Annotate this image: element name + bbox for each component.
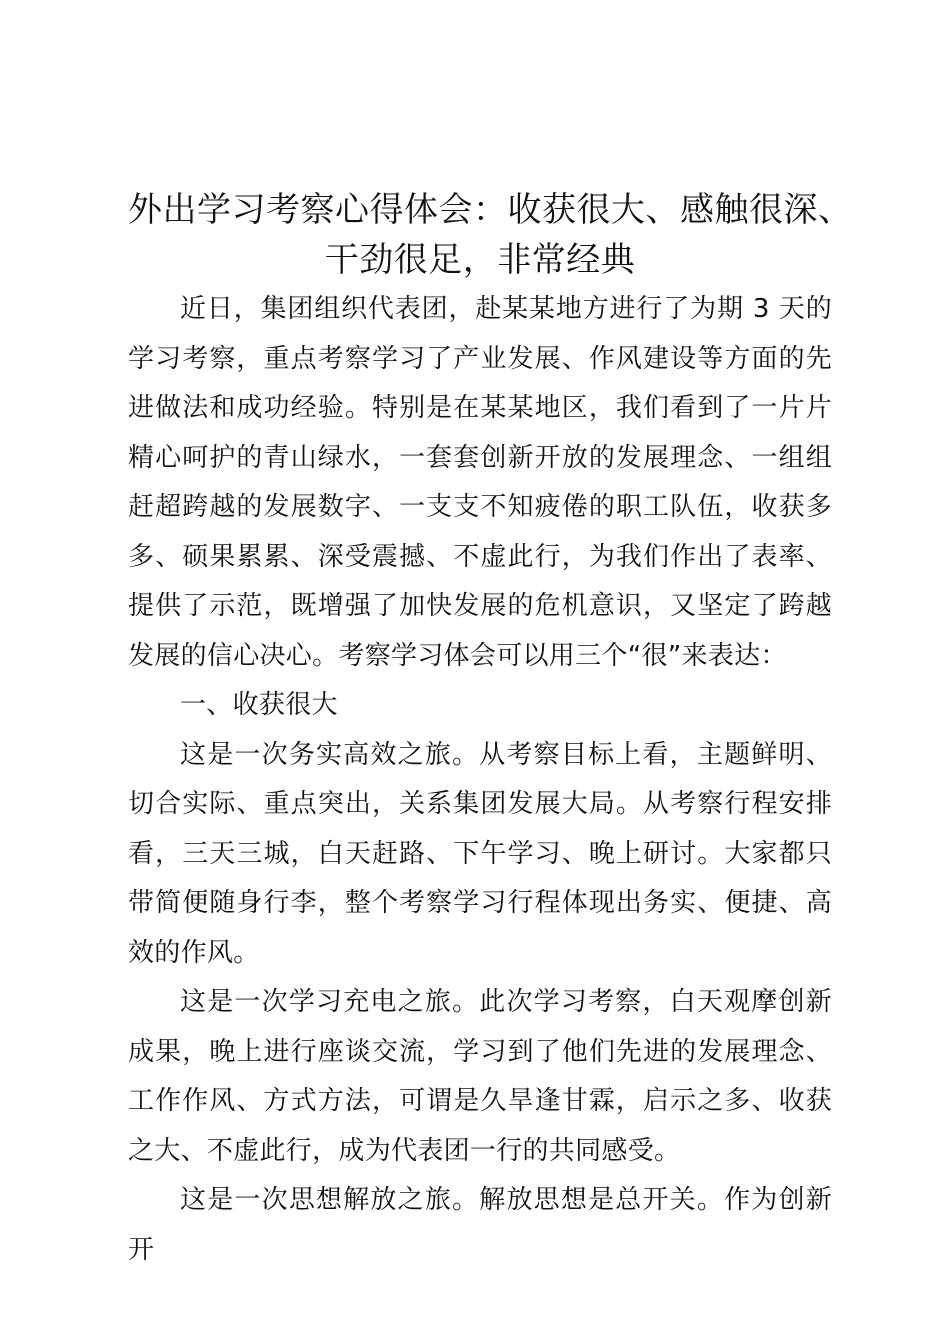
body-paragraph-1: 这是一次务实高效之旅。从考察目标上看，主题鲜明、切合实际、重点突出，关系集团发展大局。从考察行程安排看，三天三城，白天赶路、下午学习、晚上研讨。大家都只带简便随身行李，整个考察学习行程体现出务实、便捷、高效的作风。 [128, 739, 832, 968]
document-title [128, 185, 853, 285]
title-line-1: 外出学习考察心得体会：收获很大、感触很深、 [128, 190, 853, 230]
body-paragraph-3: 这是一次思想解放之旅。解放思想是总开关。作为创新开 [128, 1185, 832, 1265]
title-line-2: 干劲很足，非常经典 [324, 240, 636, 280]
body-paragraph-2: 这是一次学习充电之旅。此次学习考察，白天观摩创新成果，晚上进行座谈交流，学习到了他们先进的发展理念、工作作风、方式方法，可谓是久旱逢甘霖，启示之多、收获之大、不虚此行，成为代表团一行的共同感受。 [128, 987, 832, 1166]
section-heading-1: 一、收获很大 [180, 690, 338, 720]
intro-paragraph: 近日，集团组织代表团，赴某某地方进行了为期 3 天的学习考察，重点考察学习了产业发展、作风建设等方面的先进做法和成功经验。特别是在某某地区，我们看到了一片片精心呵护的青山绿水，一套套创新开放的发展理念、一组组赶超跨越的发展数字、一支支不知疲倦的职工队伍，收获多多、硕果累累、深受震撼、不虚此行，为我们作出了表率、提供了示范，既增强了加快发展的危机意识，又坚定了跨越发展的信心决心。考察学习体会可以用三个“很”来表达： [128, 294, 832, 671]
